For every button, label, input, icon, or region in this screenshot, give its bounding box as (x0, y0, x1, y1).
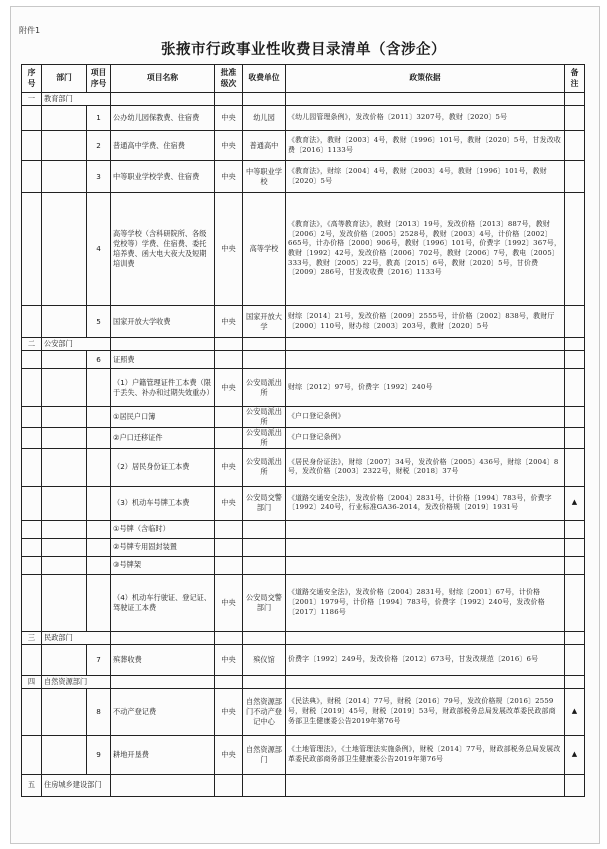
empty-cell (565, 351, 585, 369)
fee-catalog-table (21, 64, 585, 797)
fee-unit: 公安局派出所 (243, 427, 286, 448)
empty-cell (22, 306, 42, 338)
category-seq: 三 (22, 631, 42, 644)
empty-cell (42, 486, 87, 520)
approval-level: 中央 (215, 688, 243, 735)
empty-cell (286, 338, 565, 351)
table-row (22, 486, 585, 520)
policy-basis: 《幼儿园管理条例》，发改价格〔2011〕3207号，教财〔2020〕5号 (286, 106, 565, 131)
item-name: ③号牌架 (111, 556, 215, 574)
category-row (22, 338, 585, 351)
fee-unit: 自然资源部门不动产登记中心 (243, 688, 286, 735)
policy-basis: 《教育法》，财综〔2004〕4号，教财〔2003〕4号，教财〔1996〕101号，教财〔2020〕5号 (286, 161, 565, 193)
empty-cell (243, 351, 286, 369)
item-seq: 8 (87, 688, 111, 735)
empty-cell (286, 675, 565, 688)
fee-unit: 殡仪馆 (243, 644, 286, 675)
empty-cell (42, 688, 87, 735)
approval-level: 中央 (215, 161, 243, 193)
item-seq (87, 556, 111, 574)
item-name: 国家开放大学收费 (111, 306, 215, 338)
item-seq: 7 (87, 644, 111, 675)
policy-basis: 《户口登记条例》 (286, 407, 565, 428)
remark-mark (565, 161, 585, 193)
fee-unit (243, 556, 286, 574)
category-dept: 教育部门 (42, 93, 111, 106)
fee-unit: 公安局派出所 (243, 448, 286, 486)
header-approval-level: 批准级次 (215, 65, 243, 93)
document-title: 张掖市行政事业性收费目录清单（含涉企） (161, 41, 446, 58)
empty-cell (22, 556, 42, 574)
item-seq (87, 369, 111, 407)
empty-cell (243, 675, 286, 688)
fee-unit: 高等学校 (243, 193, 286, 306)
item-seq: 6 (87, 351, 111, 369)
table-row (22, 131, 585, 161)
policy-basis: 价费字〔1992〕249号，发改价格〔2012〕673号，甘发改规范〔2016〕6号 (286, 644, 565, 675)
category-seq: 二 (22, 338, 42, 351)
policy-basis: 《户口登记条例》 (286, 427, 565, 448)
empty-cell (565, 93, 585, 106)
approval-level (215, 407, 243, 428)
approval-level: 中央 (215, 644, 243, 675)
approval-level: 中央 (215, 448, 243, 486)
table-row (22, 306, 585, 338)
policy-basis: 《道路交通安全法》，发改价格〔2004〕2831号，财综〔2001〕67号，计价格〔2001〕1979号，计价格〔1994〕783号，价费字〔1992〕240号，发改价格〔2017〕1186号 (286, 574, 565, 631)
fee-unit: 公安局派出所 (243, 369, 286, 407)
empty-cell (22, 538, 42, 556)
category-seq: 四 (22, 675, 42, 688)
empty-cell (42, 351, 87, 369)
empty-cell (111, 338, 215, 351)
table-row (22, 644, 585, 675)
empty-cell (22, 520, 42, 538)
fee-unit: 公安局交警部门 (243, 486, 286, 520)
fee-unit: 普通高中 (243, 131, 286, 161)
item-name: 中等职业学校学费、住宿费 (111, 161, 215, 193)
item-name: ②户口迁移证件 (111, 427, 215, 448)
empty-cell (42, 556, 87, 574)
category-dept: 公安部门 (42, 338, 111, 351)
approval-level (215, 556, 243, 574)
category-row (22, 93, 585, 106)
fee-unit: 自然资源部门 (243, 735, 286, 774)
empty-cell (565, 675, 585, 688)
empty-cell (22, 407, 42, 428)
empty-cell (215, 631, 243, 644)
fee-unit (243, 520, 286, 538)
header-seq: 序号 (22, 65, 42, 93)
policy-basis: 《土地管理法》，《土地管理法实施条例》，财税〔2014〕77号，财政部税务总局发展改革委民政部商务部卫生健康委公告2019年第76号 (286, 735, 565, 774)
empty-cell (286, 93, 565, 106)
policy-basis: 财综〔2012〕97号，价费字〔1992〕240号 (286, 369, 565, 407)
empty-cell (22, 351, 42, 369)
table-row (22, 369, 585, 407)
item-name: （1）户籍管理证件工本费（限于丢失、补办和过期失效重办） (111, 369, 215, 407)
empty-cell (42, 193, 87, 306)
empty-cell (42, 520, 87, 538)
header-unit: 收费单位 (243, 65, 286, 93)
policy-basis: 《居民身份证法》，财综〔2007〕34号，发改价格〔2005〕436号，财综〔2004〕8号，发改价格〔2003〕2322号，财税〔2018〕37号 (286, 448, 565, 486)
approval-level: 中央 (215, 306, 243, 338)
item-name: 高等学校（含科研院所、各级党校等）学费、住宿费、委托培养费、函大电大夜大及短期培训费 (111, 193, 215, 306)
table-row (22, 538, 585, 556)
empty-cell (286, 631, 565, 644)
attachment-label: 附件1 (19, 26, 41, 35)
header-remark: 备注 (565, 65, 585, 93)
header-item-seq: 项目序号 (87, 65, 111, 93)
empty-cell (22, 486, 42, 520)
item-name: 公办幼儿园保教费、住宿费 (111, 106, 215, 131)
approval-level: 中央 (215, 486, 243, 520)
item-seq (87, 448, 111, 486)
table-row (22, 735, 585, 774)
header-item-name: 项目名称 (111, 65, 215, 93)
empty-cell (215, 675, 243, 688)
remark-mark: ▲ (565, 486, 585, 520)
empty-cell (565, 338, 585, 351)
approval-level: 中央 (215, 106, 243, 131)
fee-unit: 公安局交警部门 (243, 574, 286, 631)
item-seq (87, 538, 111, 556)
empty-cell (215, 338, 243, 351)
header-policy: 政策依据 (286, 65, 565, 93)
fee-unit (243, 538, 286, 556)
table-row (22, 161, 585, 193)
remark-mark (565, 369, 585, 407)
category-dept: 住房城乡建设部门 (42, 774, 111, 796)
empty-cell (42, 574, 87, 631)
table-row (22, 574, 585, 631)
table-row (22, 106, 585, 131)
item-name: （4）机动车行驶证、登记证、驾驶证工本费 (111, 574, 215, 631)
table-row (22, 556, 585, 574)
item-seq (87, 520, 111, 538)
empty-cell (111, 675, 215, 688)
empty-cell (42, 407, 87, 428)
category-dept: 自然资源部门 (42, 675, 111, 688)
policy-basis: 《教育法》，《高等教育法》，教财〔2013〕19号，发改价格〔2013〕887号，教财〔2006〕2号，发改价格〔2005〕2528号，教财〔2003〕4号，计价格〔2002〕665号，计办价格〔2000〕906号，教财〔1996〕101号，价费字〔1992〕367号，教财〔1992〕42号，发改价格〔2006〕702号，教财〔2006〕7号，教电〔2005〕333号，教财〔2005〕22号，教高〔2015〕6号，教财〔2020〕5号，甘价费〔2009〕286号，甘发改收费〔2016〕1133号 (286, 193, 565, 306)
fee-unit: 国家开放大学 (243, 306, 286, 338)
category-row (22, 675, 585, 688)
remark-mark (565, 644, 585, 675)
category-seq: 五 (22, 774, 42, 796)
item-seq: 1 (87, 106, 111, 131)
table-row (22, 520, 585, 538)
category-row (22, 774, 585, 796)
empty-cell (22, 106, 42, 131)
empty-cell (286, 351, 565, 369)
table-row (22, 688, 585, 735)
item-name: 证照费 (111, 351, 215, 369)
empty-cell (243, 774, 286, 796)
empty-cell (22, 574, 42, 631)
empty-cell (22, 735, 42, 774)
approval-level: 中央 (215, 369, 243, 407)
empty-cell (22, 193, 42, 306)
empty-cell (111, 631, 215, 644)
remark-mark (565, 574, 585, 631)
policy-basis (286, 556, 565, 574)
item-seq: 4 (87, 193, 111, 306)
table-header-row (22, 65, 585, 93)
table-row (22, 407, 585, 428)
empty-cell (22, 644, 42, 675)
remark-mark: ▲ (565, 735, 585, 774)
approval-level: 中央 (215, 735, 243, 774)
item-name: 普通高中学费、住宿费 (111, 131, 215, 161)
empty-cell (42, 306, 87, 338)
empty-cell (215, 351, 243, 369)
item-name: ①号牌（含临时） (111, 520, 215, 538)
approval-level (215, 538, 243, 556)
fee-unit: 幼儿园 (243, 106, 286, 131)
remark-mark (565, 131, 585, 161)
approval-level (215, 427, 243, 448)
empty-cell (215, 774, 243, 796)
empty-cell (42, 106, 87, 131)
remark-mark (565, 407, 585, 428)
item-name: 不动产登记费 (111, 688, 215, 735)
remark-mark (565, 427, 585, 448)
empty-cell (42, 644, 87, 675)
policy-basis: 《教育法》，教财〔2003〕4号，教财〔1996〕101号，教财〔2020〕5号，甘发改收费〔2016〕1133号 (286, 131, 565, 161)
item-seq (87, 574, 111, 631)
empty-cell (42, 448, 87, 486)
empty-cell (215, 93, 243, 106)
empty-cell (22, 369, 42, 407)
empty-cell (22, 161, 42, 193)
table-row (22, 193, 585, 306)
empty-cell (42, 735, 87, 774)
item-seq: 3 (87, 161, 111, 193)
policy-basis: 《道路交通安全法》，发改价格〔2004〕2831号，计价格〔1994〕783号，价费字〔1992〕240号，行业标准GA36-2014，发改价格规〔2019〕1931号 (286, 486, 565, 520)
approval-level (215, 520, 243, 538)
empty-cell (22, 448, 42, 486)
empty-cell (286, 774, 565, 796)
item-name: （3）机动车号牌工本费 (111, 486, 215, 520)
approval-level: 中央 (215, 193, 243, 306)
item-seq (87, 427, 111, 448)
empty-cell (243, 338, 286, 351)
empty-cell (243, 631, 286, 644)
empty-cell (42, 369, 87, 407)
table-row (22, 448, 585, 486)
item-seq (87, 486, 111, 520)
remark-mark (565, 106, 585, 131)
item-name: ①居民户口簿 (111, 407, 215, 428)
table-row (22, 427, 585, 448)
empty-cell (111, 93, 215, 106)
empty-cell (565, 774, 585, 796)
item-seq: 9 (87, 735, 111, 774)
category-seq: 一 (22, 93, 42, 106)
policy-basis: 财综〔2014〕21号，发改价格〔2009〕2555号，计价格〔2002〕838号，教财厅〔2000〕110号，财办综〔2003〕203号，教财〔2020〕5号 (286, 306, 565, 338)
item-name: ②号牌专用固封装置 (111, 538, 215, 556)
item-seq (87, 407, 111, 428)
remark-mark (565, 538, 585, 556)
fee-unit: 公安局派出所 (243, 407, 286, 428)
remark-mark (565, 448, 585, 486)
empty-cell (42, 427, 87, 448)
empty-cell (22, 427, 42, 448)
policy-basis (286, 538, 565, 556)
category-dept: 民政部门 (42, 631, 111, 644)
empty-cell (243, 93, 286, 106)
remark-mark: ▲ (565, 688, 585, 735)
remark-mark (565, 306, 585, 338)
empty-cell (22, 131, 42, 161)
approval-level: 中央 (215, 131, 243, 161)
item-seq: 2 (87, 131, 111, 161)
remark-mark (565, 520, 585, 538)
item-seq: 5 (87, 306, 111, 338)
header-dept: 部门 (42, 65, 87, 93)
approval-level: 中央 (215, 574, 243, 631)
empty-cell (111, 774, 215, 796)
group-row (22, 351, 585, 369)
category-row (22, 631, 585, 644)
item-name: （2）居民身份证工本费 (111, 448, 215, 486)
policy-basis (286, 520, 565, 538)
item-name: 殡葬收费 (111, 644, 215, 675)
remark-mark (565, 556, 585, 574)
empty-cell (42, 538, 87, 556)
empty-cell (565, 631, 585, 644)
policy-basis: 《民法典》，财税〔2014〕77号，财税〔2016〕79号，发改价格规〔2016〕2559号，财税〔2019〕45号，财税〔2019〕53号，财政部税务总局发展改革委民政部商务部卫生健康委公告2019年第76号 (286, 688, 565, 735)
fee-unit: 中等职业学校 (243, 161, 286, 193)
empty-cell (22, 688, 42, 735)
empty-cell (42, 131, 87, 161)
empty-cell (42, 161, 87, 193)
item-name: 耕地开垦费 (111, 735, 215, 774)
remark-mark (565, 193, 585, 306)
